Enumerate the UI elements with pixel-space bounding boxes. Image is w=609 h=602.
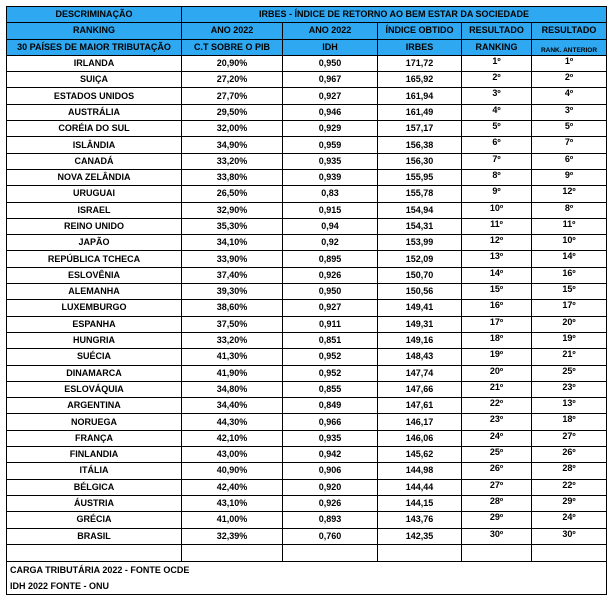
rank-anterior-cell: 26º (532, 447, 607, 463)
table-row (7, 414, 607, 430)
ct-pib-cell: 43,00% (182, 447, 283, 463)
header-irbes-title: IRBES - ÍNDICE DE RETORNO AO BEM ESTAR DA SOCIEDADE (182, 7, 607, 23)
ranking-cell: 25º (462, 447, 532, 463)
rank-anterior-cell: 6º (532, 153, 607, 169)
table-row (7, 55, 607, 71)
ct-pib-cell: 34,90% (182, 137, 283, 153)
idh-cell: 0,906 (283, 463, 378, 479)
header-ranking-col: RANKING (462, 39, 532, 55)
ct-pib-cell: 41,90% (182, 365, 283, 381)
idh-cell: 0,915 (283, 202, 378, 218)
ct-pib-cell: 34,80% (182, 381, 283, 397)
empty-cell (378, 544, 462, 561)
ct-pib-cell: 37,50% (182, 316, 283, 332)
idh-cell: 0,911 (283, 316, 378, 332)
header-rank-anterior: RANK. ANTERIOR (532, 39, 607, 55)
ranking-cell: 2º (462, 72, 532, 88)
ranking-cell: 17º (462, 316, 532, 332)
ranking-cell: 27º (462, 479, 532, 495)
ranking-cell: 24º (462, 430, 532, 446)
irbes-cell: 145,62 (378, 447, 462, 463)
ct-pib-cell: 34,40% (182, 398, 283, 414)
idh-cell: 0,895 (283, 251, 378, 267)
header-irbes: IRBES (378, 39, 462, 55)
table-row (7, 251, 607, 267)
country-cell: NORUEGA (7, 414, 182, 430)
empty-cell (462, 544, 532, 561)
rank-anterior-cell: 28º (532, 463, 607, 479)
header-ranking: RANKING (7, 23, 182, 39)
ranking-cell: 13º (462, 251, 532, 267)
rank-anterior-cell: 7º (532, 137, 607, 153)
ranking-cell: 23º (462, 414, 532, 430)
ct-pib-cell: 27,20% (182, 72, 283, 88)
idh-cell: 0,966 (283, 414, 378, 430)
rank-anterior-cell: 15º (532, 284, 607, 300)
table-row (7, 300, 607, 316)
ranking-cell: 19º (462, 349, 532, 365)
ranking-cell: 12º (462, 235, 532, 251)
irbes-cell: 147,61 (378, 398, 462, 414)
irbes-cell: 161,49 (378, 104, 462, 120)
ranking-cell: 16º (462, 300, 532, 316)
rank-anterior-cell: 5º (532, 121, 607, 137)
country-cell: ESLOVÊNIA (7, 267, 182, 283)
ranking-cell: 26º (462, 463, 532, 479)
rank-anterior-cell: 14º (532, 251, 607, 267)
header-indice-obtido: ÍNDICE OBTIDO (378, 23, 462, 39)
ranking-cell: 6º (462, 137, 532, 153)
table-row (7, 235, 607, 251)
ct-pib-cell: 29,50% (182, 104, 283, 120)
idh-cell: 0,926 (283, 495, 378, 511)
irbes-cell: 148,43 (378, 349, 462, 365)
irbes-cell: 153,99 (378, 235, 462, 251)
table-row (7, 284, 607, 300)
idh-cell: 0,855 (283, 381, 378, 397)
table-row (7, 512, 607, 528)
ranking-cell: 5º (462, 121, 532, 137)
ct-pib-cell: 41,00% (182, 512, 283, 528)
irbes-cell: 171,72 (378, 55, 462, 71)
rank-anterior-cell: 9º (532, 169, 607, 185)
ct-pib-cell: 34,10% (182, 235, 283, 251)
irbes-cell: 165,92 (378, 72, 462, 88)
idh-cell: 0,851 (283, 332, 378, 348)
header-row-1 (7, 7, 607, 23)
ct-pib-cell: 39,30% (182, 284, 283, 300)
header-resultado-ranking: RESULTADO (462, 23, 532, 39)
ct-pib-cell: 35,30% (182, 218, 283, 234)
ct-pib-cell: 20,90% (182, 55, 283, 71)
irbes-cell: 144,44 (378, 479, 462, 495)
ct-pib-cell: 43,10% (182, 495, 283, 511)
table-row (7, 430, 607, 446)
ranking-cell: 11º (462, 218, 532, 234)
country-cell: ISRAEL (7, 202, 182, 218)
table-row (7, 398, 607, 414)
ct-pib-cell: 38,60% (182, 300, 283, 316)
idh-cell: 0,967 (283, 72, 378, 88)
rank-anterior-cell: 20º (532, 316, 607, 332)
rank-anterior-cell: 22º (532, 479, 607, 495)
table-row (7, 479, 607, 495)
header-paises: 30 PAÍSES DE MAIOR TRIBUTAÇÃO (7, 39, 182, 55)
rank-anterior-cell: 17º (532, 300, 607, 316)
idh-cell: 0,935 (283, 430, 378, 446)
irbes-cell: 149,41 (378, 300, 462, 316)
country-cell: DINAMARCA (7, 365, 182, 381)
irbes-cell: 142,35 (378, 528, 462, 544)
ct-pib-cell: 40,90% (182, 463, 283, 479)
irbes-cell: 149,31 (378, 316, 462, 332)
table-row (7, 169, 607, 185)
irbes-cell: 147,66 (378, 381, 462, 397)
country-cell: NOVA ZELÂNDIA (7, 169, 182, 185)
header-row-2 (7, 23, 607, 39)
idh-cell: 0,926 (283, 267, 378, 283)
note-idh: IDH 2022 FONTE - ONU (7, 578, 607, 595)
irbes-ranking-table (6, 6, 607, 595)
ct-pib-cell: 27,70% (182, 88, 283, 104)
country-cell: HUNGRIA (7, 332, 182, 348)
country-cell: ARGENTINA (7, 398, 182, 414)
header-ano-2022-idh: ANO 2022 (283, 23, 378, 39)
country-cell: GRÉCIA (7, 512, 182, 528)
table-row (7, 267, 607, 283)
country-cell: FRANÇA (7, 430, 182, 446)
irbes-cell: 155,95 (378, 169, 462, 185)
rank-anterior-cell: 12º (532, 186, 607, 202)
irbes-cell: 154,31 (378, 218, 462, 234)
ranking-cell: 4º (462, 104, 532, 120)
table-row (7, 153, 607, 169)
header-ano-2022-ct: ANO 2022 (182, 23, 283, 39)
country-cell: BRASIL (7, 528, 182, 544)
irbes-cell: 144,15 (378, 495, 462, 511)
table-row (7, 121, 607, 137)
irbes-cell: 150,70 (378, 267, 462, 283)
country-cell: REINO UNIDO (7, 218, 182, 234)
idh-cell: 0,849 (283, 398, 378, 414)
ranking-cell: 7º (462, 153, 532, 169)
country-cell: IRLANDA (7, 55, 182, 71)
idh-cell: 0,959 (283, 137, 378, 153)
country-cell: REPÚBLICA TCHECA (7, 251, 182, 267)
country-cell: ESTADOS UNIDOS (7, 88, 182, 104)
idh-cell: 0,952 (283, 365, 378, 381)
irbes-cell: 143,76 (378, 512, 462, 528)
rank-anterior-cell: 19º (532, 332, 607, 348)
country-cell: CORÉIA DO SUL (7, 121, 182, 137)
table-row (7, 349, 607, 365)
country-cell: URUGUAI (7, 186, 182, 202)
idh-cell: 0,935 (283, 153, 378, 169)
irbes-cell: 144,98 (378, 463, 462, 479)
idh-cell: 0,927 (283, 88, 378, 104)
ct-pib-cell: 44,30% (182, 414, 283, 430)
country-cell: SUÉCIA (7, 349, 182, 365)
ranking-cell: 28º (462, 495, 532, 511)
table-row (7, 332, 607, 348)
country-cell: ESPANHA (7, 316, 182, 332)
country-cell: CANADÁ (7, 153, 182, 169)
header-resultado-anterior: RESULTADO (532, 23, 607, 39)
irbes-cell: 156,38 (378, 137, 462, 153)
idh-cell: 0,92 (283, 235, 378, 251)
ct-pib-cell: 32,90% (182, 202, 283, 218)
country-cell: FINLANDIA (7, 447, 182, 463)
empty-row (7, 544, 607, 561)
idh-cell: 0,929 (283, 121, 378, 137)
ct-pib-cell: 33,20% (182, 332, 283, 348)
country-cell: AUSTRÁLIA (7, 104, 182, 120)
table-row (7, 202, 607, 218)
rank-anterior-cell: 16º (532, 267, 607, 283)
idh-cell: 0,927 (283, 300, 378, 316)
idh-cell: 0,94 (283, 218, 378, 234)
rank-anterior-cell: 29º (532, 495, 607, 511)
irbes-cell: 152,09 (378, 251, 462, 267)
idh-cell: 0,83 (283, 186, 378, 202)
note-row-onu (7, 578, 607, 595)
idh-cell: 0,942 (283, 447, 378, 463)
ct-pib-cell: 42,40% (182, 479, 283, 495)
ranking-cell: 18º (462, 332, 532, 348)
table-row (7, 463, 607, 479)
header-descriminacao: DESCRIMINAÇÃO (7, 7, 182, 23)
ct-pib-cell: 26,50% (182, 186, 283, 202)
rank-anterior-cell: 18º (532, 414, 607, 430)
table-row (7, 528, 607, 544)
country-cell: ESLOVÁQUIA (7, 381, 182, 397)
ct-pib-cell: 41,30% (182, 349, 283, 365)
country-cell: ÁUSTRIA (7, 495, 182, 511)
ranking-cell: 15º (462, 284, 532, 300)
country-cell: BÉLGICA (7, 479, 182, 495)
rank-anterior-cell: 8º (532, 202, 607, 218)
ct-pib-cell: 37,40% (182, 267, 283, 283)
rank-anterior-cell: 3º (532, 104, 607, 120)
ct-pib-cell: 33,20% (182, 153, 283, 169)
irbes-cell: 155,78 (378, 186, 462, 202)
rank-anterior-cell: 24º (532, 512, 607, 528)
ct-pib-cell: 33,80% (182, 169, 283, 185)
idh-cell: 0,893 (283, 512, 378, 528)
ranking-cell: 29º (462, 512, 532, 528)
ct-pib-cell: 33,90% (182, 251, 283, 267)
idh-cell: 0,939 (283, 169, 378, 185)
table-row (7, 316, 607, 332)
table-row (7, 186, 607, 202)
header-idh: IDH (283, 39, 378, 55)
table-row (7, 104, 607, 120)
rank-anterior-cell: 2º (532, 72, 607, 88)
irbes-cell: 157,17 (378, 121, 462, 137)
rank-anterior-cell: 21º (532, 349, 607, 365)
table-row (7, 88, 607, 104)
country-cell: SUIÇA (7, 72, 182, 88)
table-row (7, 447, 607, 463)
rank-anterior-cell: 27º (532, 430, 607, 446)
idh-cell: 0,920 (283, 479, 378, 495)
empty-cell (182, 544, 283, 561)
ranking-cell: 1º (462, 55, 532, 71)
ranking-cell: 9º (462, 186, 532, 202)
table-row (7, 218, 607, 234)
note-carga-tributaria: CARGA TRIBUTÁRIA 2022 - FONTE OCDE (7, 561, 607, 578)
empty-cell (532, 544, 607, 561)
ranking-cell: 22º (462, 398, 532, 414)
rank-anterior-cell: 11º (532, 218, 607, 234)
idh-cell: 0,760 (283, 528, 378, 544)
country-cell: JAPÃO (7, 235, 182, 251)
table-row (7, 137, 607, 153)
irbes-cell: 149,16 (378, 332, 462, 348)
irbes-spreadsheet (6, 6, 606, 595)
rank-anterior-cell: 4º (532, 88, 607, 104)
irbes-cell: 161,94 (378, 88, 462, 104)
table-row (7, 495, 607, 511)
country-cell: ALEMANHA (7, 284, 182, 300)
ct-pib-cell: 32,39% (182, 528, 283, 544)
header-ct-sobre-pib: C.T SOBRE O PIB (182, 39, 283, 55)
empty-cell (283, 544, 378, 561)
ranking-cell: 20º (462, 365, 532, 381)
ct-pib-cell: 42,10% (182, 430, 283, 446)
table-row (7, 72, 607, 88)
irbes-cell: 146,17 (378, 414, 462, 430)
irbes-cell: 147,74 (378, 365, 462, 381)
rank-anterior-cell: 30º (532, 528, 607, 544)
idh-cell: 0,950 (283, 55, 378, 71)
rank-anterior-cell: 13º (532, 398, 607, 414)
ranking-cell: 30º (462, 528, 532, 544)
ranking-cell: 21º (462, 381, 532, 397)
irbes-cell: 156,30 (378, 153, 462, 169)
ranking-cell: 8º (462, 169, 532, 185)
irbes-cell: 150,56 (378, 284, 462, 300)
note-row-ocde (7, 561, 607, 578)
idh-cell: 0,946 (283, 104, 378, 120)
country-cell: LUXEMBURGO (7, 300, 182, 316)
table-row (7, 365, 607, 381)
header-row-3 (7, 39, 607, 55)
empty-cell (7, 544, 182, 561)
rank-anterior-cell: 25º (532, 365, 607, 381)
table-row (7, 381, 607, 397)
rank-anterior-cell: 10º (532, 235, 607, 251)
ranking-cell: 10º (462, 202, 532, 218)
idh-cell: 0,950 (283, 284, 378, 300)
idh-cell: 0,952 (283, 349, 378, 365)
ranking-cell: 14º (462, 267, 532, 283)
rank-anterior-cell: 1º (532, 55, 607, 71)
ranking-cell: 3º (462, 88, 532, 104)
country-cell: ITÁLIA (7, 463, 182, 479)
irbes-cell: 154,94 (378, 202, 462, 218)
rank-anterior-cell: 23º (532, 381, 607, 397)
country-cell: ISLÂNDIA (7, 137, 182, 153)
ct-pib-cell: 32,00% (182, 121, 283, 137)
irbes-cell: 146,06 (378, 430, 462, 446)
